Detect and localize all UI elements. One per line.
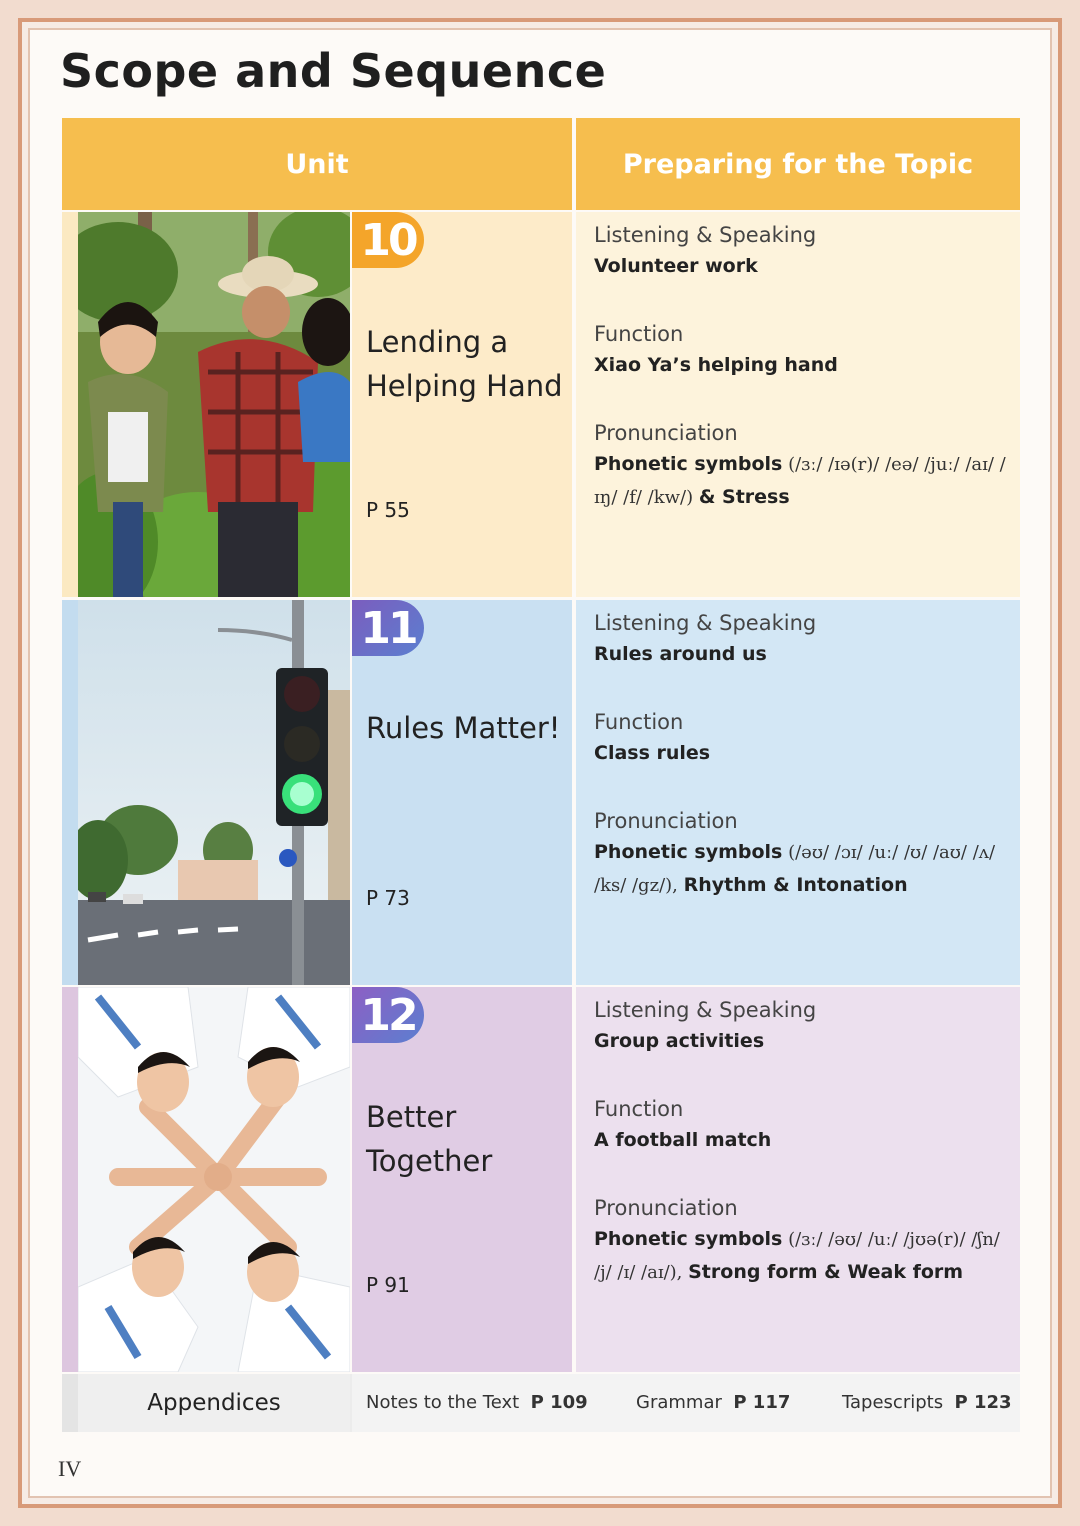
category-label: Pronunciation [594,809,738,833]
listening-speaking-block [594,608,1014,671]
unit-number-badge: 11 [352,600,424,656]
category-value: Rules around us [594,643,767,665]
unit-title[interactable] [366,320,571,408]
unit-title-line: Lending a [366,325,509,359]
header-unit: Unit [62,118,572,210]
category-value: A football match [594,1129,772,1151]
appendix-tapescripts[interactable] [842,1392,1012,1413]
category-label: Listening & Speaking [594,998,817,1022]
appendix-name: Notes to the Text [366,1392,520,1413]
pronunciation-focus: & Stress [698,486,790,508]
page-title: Scope and Sequence [60,44,607,98]
phonetic-label: Phonetic symbols [594,453,783,475]
unit-row-10 [62,212,1020,597]
pronunciation-block [594,806,1014,902]
listening-speaking-block [594,995,1014,1058]
unit-title-line: Better [366,1100,457,1134]
category-label: Pronunciation [594,421,738,445]
topic-cell-10 [576,212,1020,597]
phonetic-symbols: (/əʊ/ /ɔɪ/ /uː/ /ʊ/ /aʊ/ /ʌ/ /ks/ /gz/), [594,842,996,896]
pronunciation-focus: Strong form & Weak form [688,1261,964,1283]
topic-cell-12 [576,987,1020,1372]
unit-page-ref[interactable]: P 73 [366,886,410,910]
function-block [594,319,1014,382]
unit-page-ref[interactable]: P 91 [366,1273,410,1297]
appendix-page: P 117 [733,1392,791,1413]
unit-number-badge: 10 [352,212,424,268]
unit-info-11 [352,600,572,985]
function-block [594,707,1014,770]
category-label: Function [594,322,684,346]
category-value [594,836,1014,902]
category-label: Pronunciation [594,1196,738,1220]
category-value [594,1223,1014,1289]
unit-title-line: Rules Matter! [366,711,561,745]
listening-speaking-block [594,220,1014,283]
appendix-notes-to-the-text[interactable] [366,1392,588,1413]
category-label: Listening & Speaking [594,223,817,247]
unit-photo-volunteers-gardening [78,212,350,597]
unit-page-ref[interactable]: P 55 [366,498,410,522]
appendix-grammar[interactable] [636,1392,790,1413]
category-label: Listening & Speaking [594,611,817,635]
appendix-page: P 123 [954,1392,1012,1413]
category-label: Function [594,1097,684,1121]
function-block [594,1094,1014,1157]
topic-cell-11 [576,600,1020,985]
appendix-name: Tapescripts [842,1392,944,1413]
category-label: Function [594,710,684,734]
unit-row-11 [62,600,1020,985]
table-header [62,118,1020,210]
appendix-name: Grammar [636,1392,722,1413]
unit-photo-students-circle [78,987,350,1372]
unit-number-badge: 12 [352,987,424,1043]
header-preparing-for-topic: Preparing for the Topic [576,118,1020,210]
unit-info-10 [352,212,572,597]
pronunciation-block [594,1193,1014,1289]
row-strip [62,212,78,597]
unit-photo-traffic-light [78,600,350,985]
unit-row-12 [62,987,1020,1372]
phonetic-symbols: (/ɜː/ /ɪə(r)/ /eə/ /juː/ /aɪ/ /ɪŋ/ /f/ /kw/) [594,454,1006,508]
phonetic-label: Phonetic symbols [594,841,783,863]
appendix-page: P 109 [530,1392,588,1413]
appendices-items [352,1374,1020,1432]
row-strip [62,600,78,985]
appendices-row [62,1374,1020,1432]
category-value: Class rules [594,742,711,764]
page-number: IV [58,1456,82,1481]
category-value: Xiao Ya’s helping hand [594,354,838,376]
category-value: Volunteer work [594,255,758,277]
row-strip [62,987,78,1372]
unit-info-12 [352,987,572,1372]
category-value [594,448,1014,514]
unit-title[interactable] [366,706,571,750]
row-strip [62,1374,78,1432]
pronunciation-block [594,418,1014,514]
phonetic-label: Phonetic symbols [594,1228,783,1250]
category-value: Group activities [594,1030,765,1052]
unit-title[interactable] [366,1095,571,1183]
phonetic-symbols: (/ɜː/ /əʊ/ /uː/ /jʊə(r)/ /ʃn/ /j/ /ɪ/ /aɪ/), [594,1229,1000,1283]
unit-title-line: Helping Hand [366,369,563,403]
unit-title-line: Together [366,1144,493,1178]
appendices-label: Appendices [78,1374,350,1432]
pronunciation-focus: Rhythm & Intonation [683,874,908,896]
